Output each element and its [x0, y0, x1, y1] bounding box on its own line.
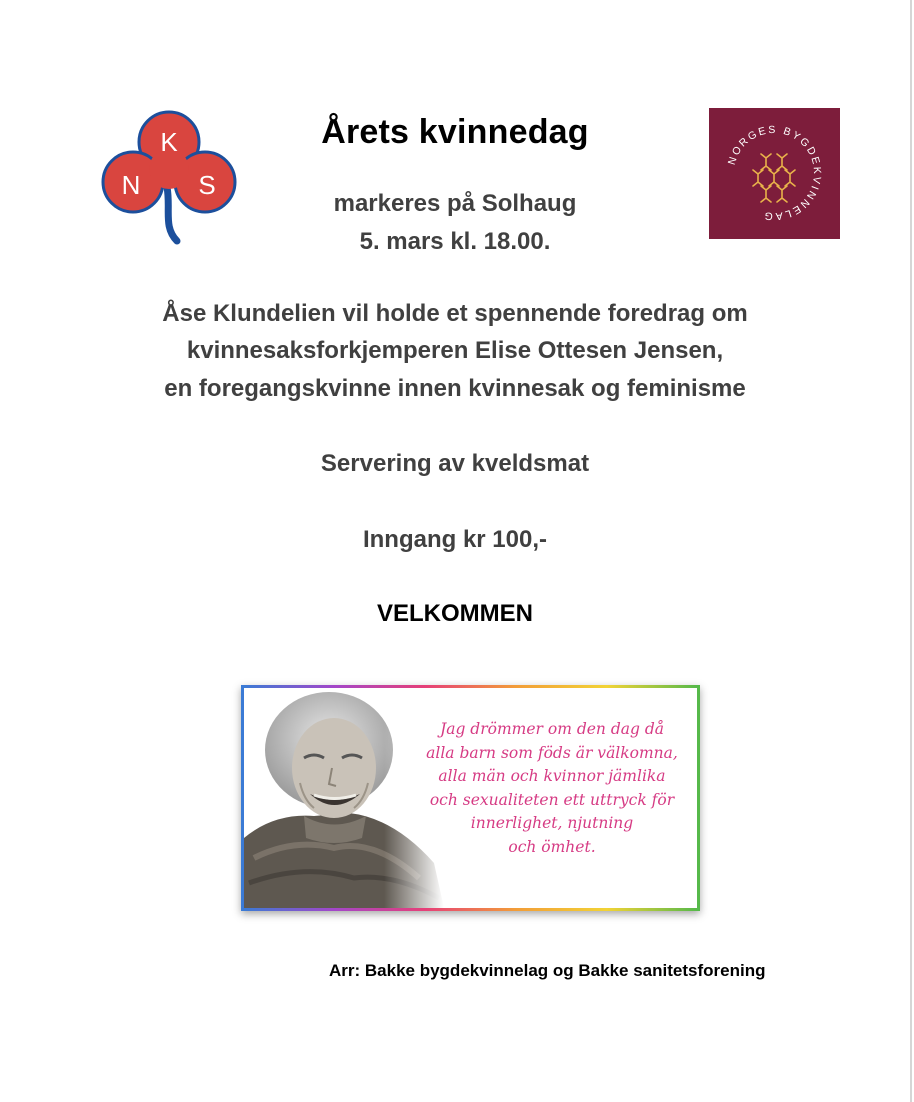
entry-price: Inngang kr 100,- [362, 526, 548, 553]
quote-line: alla barn som föds är välkomna, [426, 743, 678, 762]
event-date: 5. mars kl. 18.00. [359, 228, 551, 255]
quote-line: innerlighet, njutning [470, 814, 634, 832]
page-title: Årets kvinnedag [321, 113, 589, 151]
description-line-2: kvinnesaksforkjemperen Elise Ottesen Jensen, [186, 337, 724, 364]
description-line-3: en foregangskvinne innen kvinnesak og feminisme [164, 375, 746, 402]
quote-text [404, 718, 700, 859]
nks-letter-s: S [198, 170, 216, 200]
welcome-text: VELKOMMEN [377, 600, 533, 627]
event-place: markeres på Solhaug [333, 190, 577, 217]
quote-card [241, 685, 700, 911]
nks-letter-k: K [160, 127, 178, 157]
quote-line: och ömhet. [508, 837, 596, 856]
organizer-footer: Arr: Bakke bygdekvinnelag og Bakke sanitetsforening [329, 961, 766, 980]
description-line-1: Åse Klundelien vil holde et spennende foredrag om [162, 300, 748, 327]
quote-line: Jag drömmer om den dag då [439, 720, 664, 738]
serving-text: Servering av kveldsmat [320, 450, 590, 477]
norges-bygdekvinnelag-logo [709, 108, 840, 239]
page-edge [910, 0, 912, 1102]
bygdekvinnelag-seal-icon [709, 108, 840, 239]
nks-letter-n: N [121, 170, 141, 200]
seal-text: NORGES BYGDEKVINNELAG [725, 123, 824, 223]
quote-line: alla män och kvinnor jämlika [438, 767, 666, 785]
quote-line: och sexualiteten ett uttryck för [429, 790, 675, 809]
